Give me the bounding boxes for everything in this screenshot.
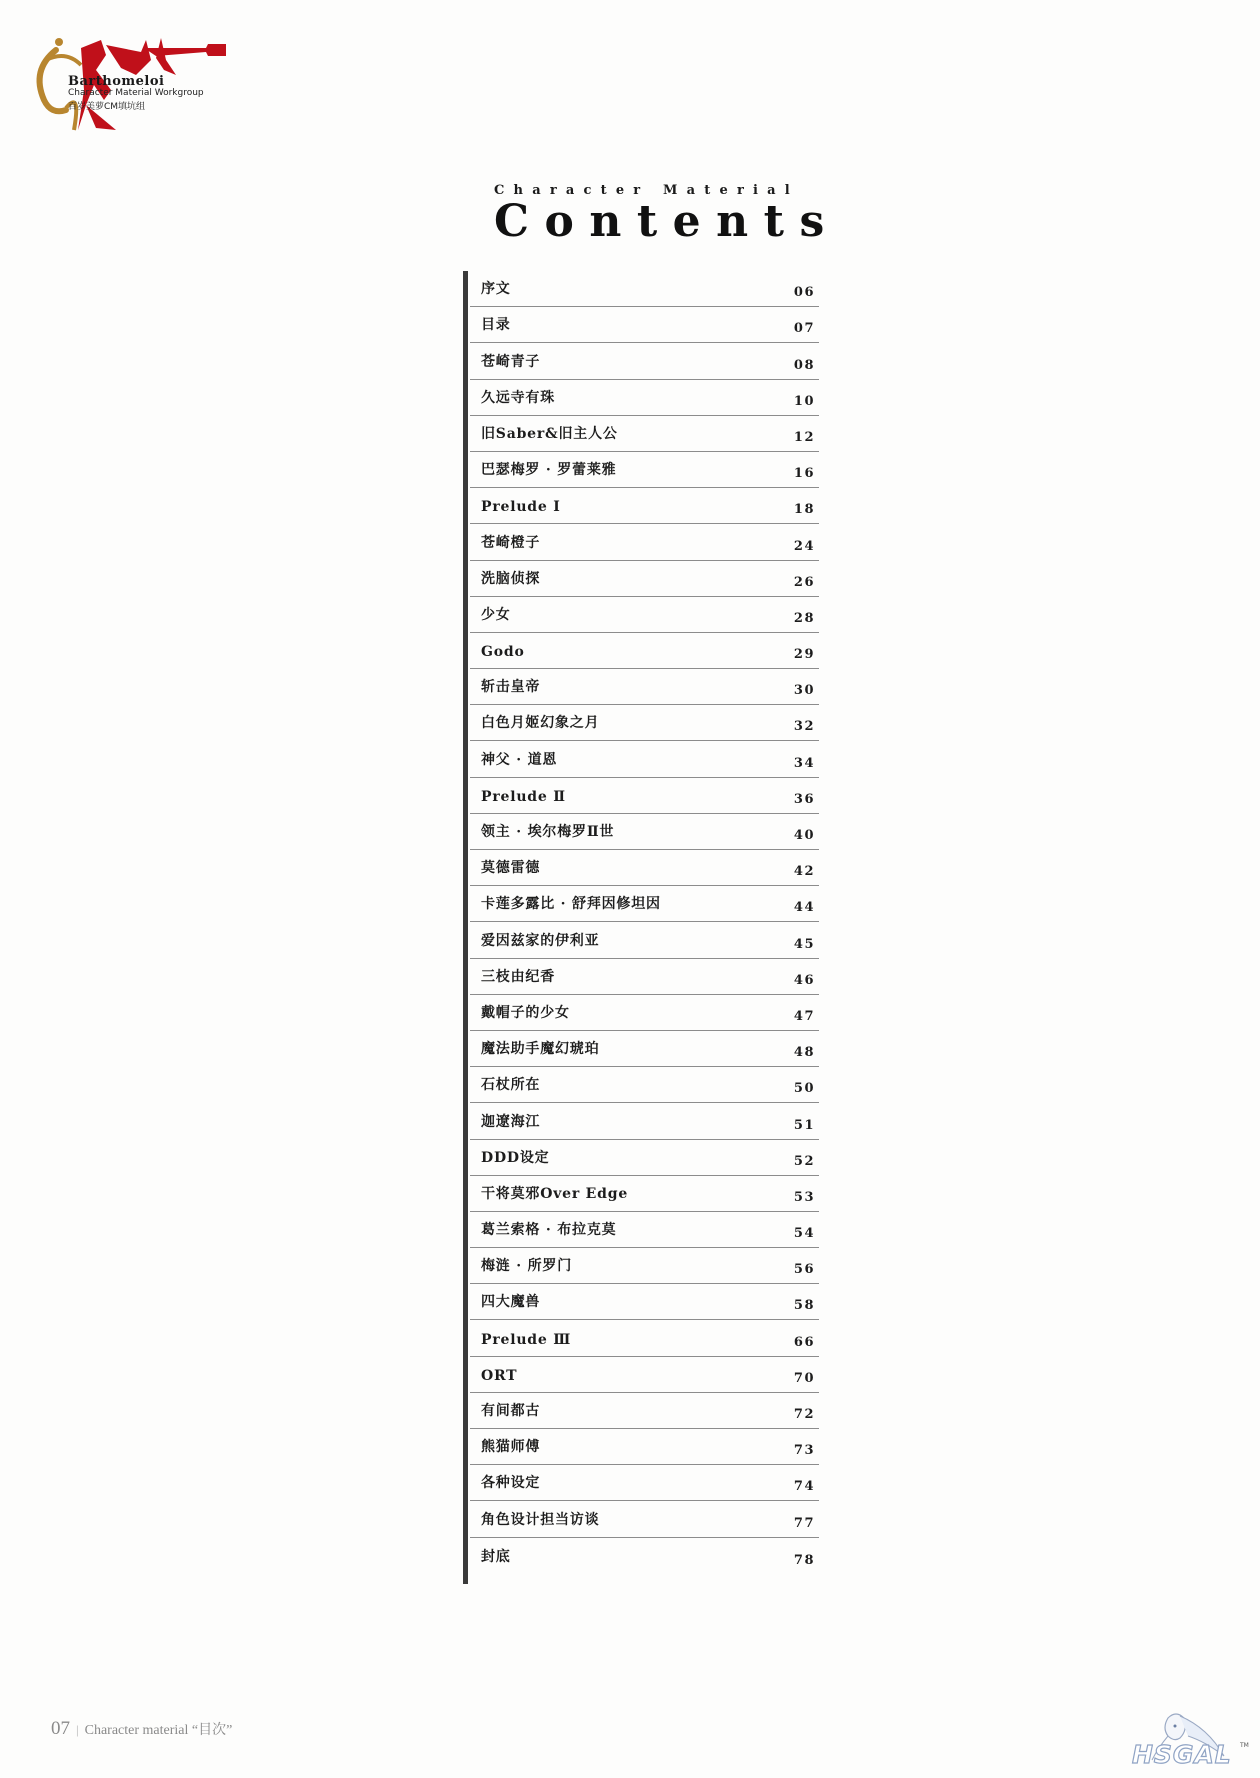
toc-row[interactable] bbox=[470, 1248, 819, 1284]
toc-entry-title: 戴帽子的少女 bbox=[481, 1004, 570, 1021]
toc-entry-page: 78 bbox=[793, 1552, 815, 1568]
toc-entry-title: 魔法助手魔幻琥珀 bbox=[481, 1041, 600, 1058]
toc-entry-title: 旧Saber&旧主人公 bbox=[481, 425, 618, 442]
toc-row[interactable] bbox=[470, 416, 819, 452]
toc-entry-title: 卡莲多露比 · 舒拜因修坦因 bbox=[481, 896, 661, 913]
toc-entry-page: 24 bbox=[793, 538, 815, 554]
toc-row[interactable] bbox=[470, 850, 819, 886]
toc-entry-page: 26 bbox=[793, 574, 815, 590]
toc-row[interactable] bbox=[470, 633, 819, 669]
footer-separator: | bbox=[76, 1722, 79, 1737]
toc-entry-page: 50 bbox=[793, 1081, 815, 1097]
site-watermark bbox=[1128, 1708, 1252, 1774]
toc-row[interactable] bbox=[470, 1465, 819, 1501]
toc-row[interactable] bbox=[470, 814, 819, 850]
toc-entry-page: 44 bbox=[793, 900, 815, 916]
toc-entry-title: 领主 · 埃尔梅罗Ⅱ世 bbox=[481, 824, 615, 840]
logo-subtitle: Character Material Workgroup bbox=[68, 88, 204, 98]
toc-entry-page: 16 bbox=[793, 466, 815, 482]
toc-row[interactable] bbox=[470, 669, 819, 705]
toc-row[interactable] bbox=[470, 1176, 819, 1212]
toc-entry-title: 巴瑟梅罗 · 罗蕾莱雅 bbox=[481, 462, 617, 479]
footer-page-number: 07 bbox=[51, 1718, 70, 1739]
toc-row[interactable] bbox=[470, 524, 819, 560]
toc-entry-page: 54 bbox=[793, 1226, 815, 1242]
toc-row[interactable] bbox=[470, 307, 819, 343]
toc-row[interactable] bbox=[470, 922, 819, 958]
toc-entry-page: 70 bbox=[793, 1370, 815, 1386]
toc-entry-page: 52 bbox=[793, 1153, 815, 1169]
toc-row[interactable] bbox=[470, 1357, 819, 1393]
toc-entry-page: 29 bbox=[793, 647, 815, 663]
toc-row[interactable] bbox=[470, 959, 819, 995]
toc-entry-page: 73 bbox=[793, 1443, 815, 1459]
page-footer bbox=[51, 1718, 232, 1740]
toc-row[interactable] bbox=[470, 1393, 819, 1429]
toc-entry-page: 34 bbox=[793, 755, 815, 771]
contents-heading bbox=[494, 183, 840, 247]
toc-entry-page: 66 bbox=[793, 1334, 815, 1350]
toc-entry-page: 12 bbox=[793, 429, 815, 445]
toc-row[interactable] bbox=[470, 741, 819, 777]
toc-entry-title: 四大魔兽 bbox=[481, 1294, 541, 1311]
toc-entry-page: 56 bbox=[793, 1262, 815, 1278]
toc-entry-title: 熊猫师傅 bbox=[481, 1439, 541, 1456]
toc-row[interactable] bbox=[470, 1284, 819, 1320]
toc-row[interactable] bbox=[470, 1429, 819, 1465]
toc-entry-title: 目录 bbox=[481, 317, 511, 334]
toc-entry-page: 58 bbox=[793, 1298, 815, 1314]
toc-entry-page: 07 bbox=[793, 321, 815, 337]
toc-entry-title: Prelude Ⅲ bbox=[481, 1331, 572, 1348]
toc-row[interactable] bbox=[470, 1212, 819, 1248]
toc-entry-page: 10 bbox=[793, 393, 815, 409]
toc-entry-page: 36 bbox=[793, 791, 815, 807]
toc-row[interactable] bbox=[470, 1067, 819, 1103]
toc-entry-title: 久远寺有珠 bbox=[481, 389, 555, 406]
toc-entry-title: 白色月姬幻象之月 bbox=[481, 715, 600, 732]
toc-entry-page: 72 bbox=[793, 1407, 815, 1422]
toc-entry-title: 有间都古 bbox=[481, 1403, 541, 1419]
toc-row[interactable] bbox=[470, 380, 819, 416]
toc-row[interactable] bbox=[470, 1103, 819, 1139]
table-of-contents bbox=[463, 271, 819, 1584]
toc-entry-page: 48 bbox=[793, 1045, 815, 1061]
toc-entry-title: 梅涟 · 所罗门 bbox=[481, 1258, 573, 1275]
toc-entry-title: 各种设定 bbox=[481, 1475, 541, 1492]
watermark-trademark: TM bbox=[1240, 1742, 1249, 1749]
toc-entry-title: 石杖所在 bbox=[481, 1077, 541, 1094]
toc-entry-page: 08 bbox=[793, 357, 815, 373]
toc-entry-page: 53 bbox=[793, 1189, 815, 1205]
toc-entry-title: Prelude Ⅱ bbox=[481, 788, 566, 805]
logo-group-name: 百岁美萝CM填坑组 bbox=[68, 102, 146, 112]
toc-entry-title: DDD设定 bbox=[481, 1149, 550, 1166]
toc-entry-title: 干将莫邪Over Edge bbox=[481, 1185, 629, 1202]
toc-entry-title: 苍崎橙子 bbox=[481, 534, 541, 551]
watermark-text: HSGAL bbox=[1132, 1740, 1232, 1769]
toc-entry-title: 洗脑侦探 bbox=[481, 570, 541, 587]
toc-entry-title: ORT bbox=[481, 1367, 518, 1384]
toc-row[interactable] bbox=[470, 597, 819, 633]
toc-row[interactable] bbox=[470, 705, 819, 741]
logo-name: Barthomeloi bbox=[68, 74, 165, 89]
toc-entry-page: 74 bbox=[793, 1479, 815, 1495]
toc-entry-page: 46 bbox=[793, 972, 815, 988]
toc-entry-title: 莫德雷德 bbox=[481, 860, 541, 877]
toc-entry-page: 51 bbox=[793, 1117, 815, 1133]
toc-entry-page: 77 bbox=[793, 1515, 815, 1531]
toc-entry-page: 45 bbox=[793, 936, 815, 952]
toc-entry-page: 18 bbox=[793, 502, 815, 518]
toc-row[interactable] bbox=[470, 995, 819, 1031]
toc-row[interactable] bbox=[470, 488, 819, 524]
toc-entry-title: 少女 bbox=[481, 606, 511, 623]
toc-entry-page: 40 bbox=[793, 828, 815, 843]
toc-row[interactable] bbox=[470, 452, 819, 488]
toc-entry-title: 封底 bbox=[481, 1548, 511, 1565]
toc-entry-title: Godo bbox=[481, 644, 525, 661]
toc-row[interactable] bbox=[470, 1140, 819, 1176]
toc-row[interactable] bbox=[470, 1538, 819, 1574]
toc-entry-page: 28 bbox=[793, 610, 815, 626]
toc-row[interactable] bbox=[470, 343, 819, 379]
toc-entry-page: 06 bbox=[793, 285, 815, 301]
toc-row[interactable] bbox=[470, 1031, 819, 1067]
toc-entry-title: 葛兰索格 · 布拉克莫 bbox=[481, 1222, 617, 1239]
toc-entry-title: 序文 bbox=[481, 281, 511, 298]
toc-entry-title: 角色设计担当访谈 bbox=[481, 1511, 600, 1528]
toc-entry-title: 苍崎青子 bbox=[481, 353, 541, 370]
toc-row[interactable] bbox=[470, 1501, 819, 1537]
toc-entry-page: 47 bbox=[793, 1008, 815, 1024]
toc-entry-title: 三枝由纪香 bbox=[481, 968, 555, 985]
toc-entry-title: 爱因兹家的伊利亚 bbox=[481, 932, 600, 949]
group-logo bbox=[26, 30, 236, 150]
toc-entry-title: Prelude Ⅰ bbox=[481, 499, 561, 516]
toc-entry-page: 30 bbox=[793, 683, 815, 699]
toc-row[interactable] bbox=[470, 778, 819, 814]
toc-entry-page: 32 bbox=[793, 719, 815, 735]
page-title: Contents bbox=[494, 196, 840, 247]
toc-entry-page: 42 bbox=[793, 864, 815, 880]
toc-row[interactable] bbox=[470, 561, 819, 597]
footer-title: Character material “目次” bbox=[84, 1723, 233, 1738]
heading-subtitle: Character Material bbox=[494, 183, 799, 198]
toc-entry-title: 迦遼海江 bbox=[481, 1113, 541, 1130]
toc-row[interactable] bbox=[470, 1320, 819, 1356]
toc-entry-title: 神父 · 道恩 bbox=[481, 751, 558, 768]
toc-row[interactable] bbox=[470, 271, 819, 307]
toc-entry-title: 斩击皇帝 bbox=[481, 679, 541, 696]
toc-row[interactable] bbox=[470, 886, 819, 922]
